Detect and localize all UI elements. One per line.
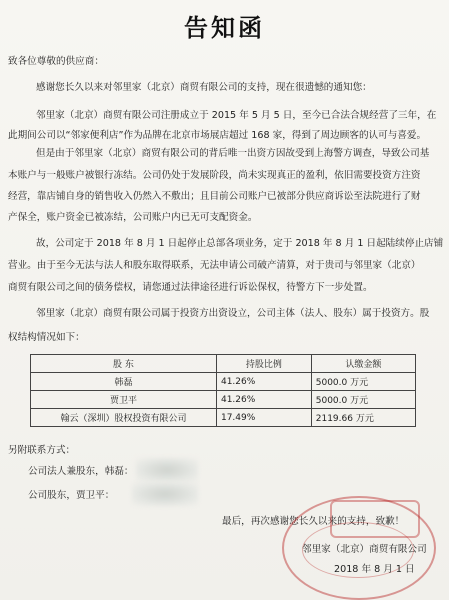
table-header-row [31,355,416,373]
paragraph-reason-line2: 本账户与一般账户被银行冻结。公司仍处于发展阶段，尚未实现真正的盈利，依旧需要投资方注资 [8,170,421,181]
subscribed-amount: 5000.0 万元 [311,391,415,409]
signature-company: 邻里家（北京）商贸有限公司 [302,544,427,555]
shareholder-name: 贾卫平 [31,391,217,409]
table-row [31,391,416,409]
signature-date: 2018 年 8 月 1 日 [334,564,415,575]
header-share-ratio: 持股比例 [216,355,311,373]
paragraph-closure-line3: 商贸有限公司之间的债务偿权，请您通过法律途径进行诉讼保权，待警方下一步处置。 [8,282,373,293]
share-ratio: 17.49% [216,409,311,427]
paragraph-company-intro-line2: 此期间公司以“邻家便利店”作为品牌在北京市场展店超过 168 家，得到了周边顾客的认可与喜爱。 [8,130,427,141]
table-row [31,373,416,391]
redacted-phone-mosaic [132,482,198,506]
paragraph-thanks: 感谢您长久以来对邻里家（北京）商贸有限公司的支持，现在很遗憾的通知您： [36,82,372,93]
paragraph-closure-line1: 故，公司定于 2018 年 8 月 1 日起停止总部各项业务，定于 2018 年 8 月 1 日起陆续停止店铺 [36,238,444,249]
header-subscribed-amount: 认缴金额 [311,355,415,373]
document-title: 告知函 [184,14,265,42]
contact-legal-rep: 公司法人兼股东，韩磊： [28,466,134,477]
paragraph-ownership-line2: 权结构情况如下： [8,332,85,343]
contacts-title: 另附联系方式： [8,445,76,456]
paragraph-reason-line1: 但是由于邻里家（北京）商贸有限公司的背后唯一出资方因故受到上海警方调查，导致公司基 [36,148,430,159]
redacted-phone-mosaic [136,458,198,482]
paragraph-reason-line4: 产保全，账户资金已被冻结，公司账户内已无可支配资金。 [8,212,258,223]
closing-line: 最后，再次感谢您长久以来的支持，致歉！ [222,516,405,527]
paragraph-company-intro-line1: 邻里家（北京）商贸有限公司注册成立于 2015 年 5 月 5 日，至今已合法合规经营了三年，在 [36,110,437,121]
table-row [31,409,416,427]
shareholder-table [30,354,416,427]
greeting-line: 致各位尊敬的供应商： [8,56,104,67]
shareholder-name: 韩磊 [31,373,217,391]
share-ratio: 41.26% [216,391,311,409]
subscribed-amount: 5000.0 万元 [311,373,415,391]
subscribed-amount: 2119.66 万元 [311,409,415,427]
contact-shareholder: 公司股东，贾卫平： [28,490,115,501]
header-shareholder: 股 东 [31,355,217,373]
paragraph-closure-line2: 营业。由于至今无法与法人和股东取得联系，无法申请公司破产清算，对于贵司与邻里家（北京） [8,260,421,271]
share-ratio: 41.26% [216,373,311,391]
paragraph-ownership-line1: 邻里家（北京）商贸有限公司属于投资方出资设立，公司主体（法人、股东）属于投资方。股 [36,308,430,319]
paragraph-reason-line3: 经营，靠店铺自身的销售收入仍然入不敷出；且目前公司账户已被部分供应商诉讼至法院进行了财 [8,191,421,202]
shareholder-name: 翰云（深圳）股权投资有限公司 [31,409,217,427]
